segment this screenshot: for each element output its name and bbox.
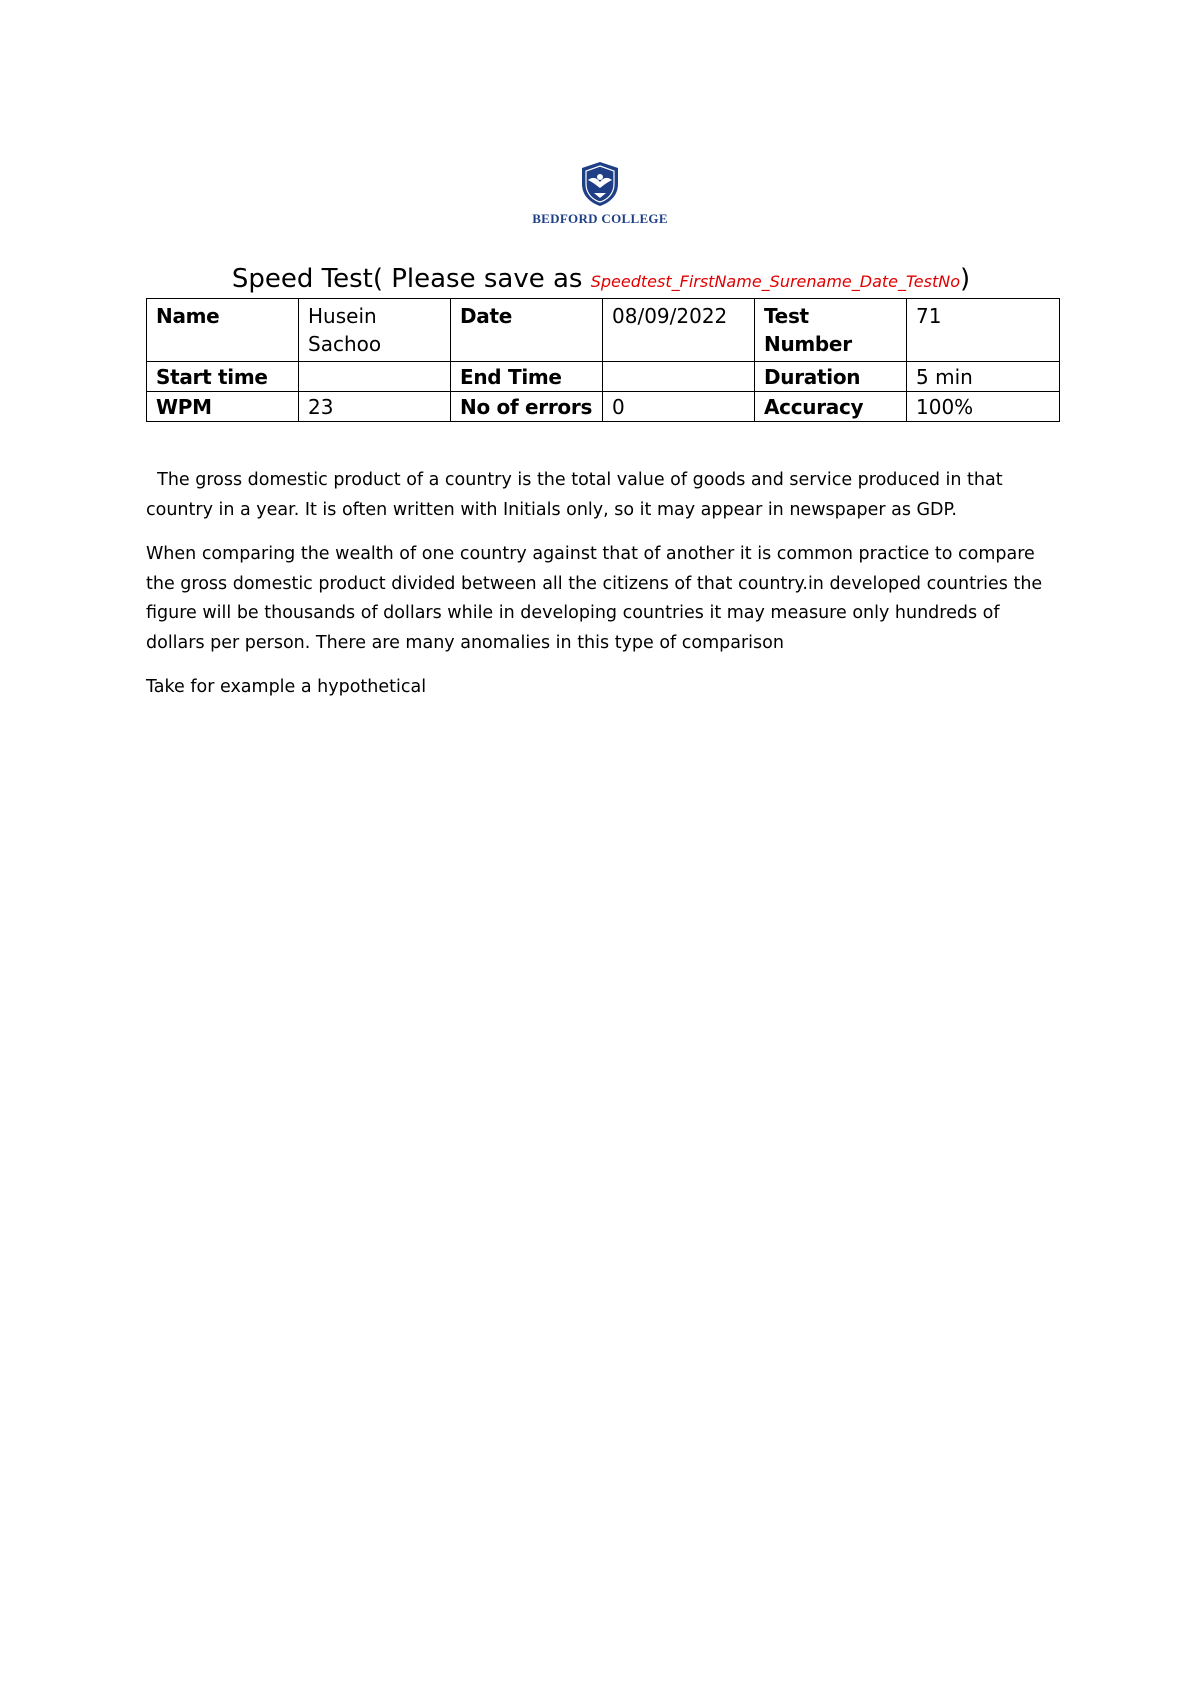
errors-value: 0 (603, 392, 755, 422)
paragraph: Take for example a hypothetical (146, 677, 427, 697)
duration-value: 5 min (907, 362, 1060, 392)
table-row (147, 362, 1060, 392)
end-time-label: End Time (451, 362, 603, 392)
college-logo (520, 160, 680, 227)
accuracy-label: Accuracy (755, 392, 907, 422)
date-label: Date (451, 299, 603, 362)
errors-label: No of errors (451, 392, 603, 422)
title-suffix: ) (960, 264, 971, 294)
name-value: Husein Sachoo (299, 299, 451, 362)
accuracy-value: 100% (907, 392, 1060, 422)
paragraph: The gross domestic product of a country is the total value of goods and service produced in that country in a year. It is often written with Initials only, so it may appear in newspaper as GDP. (146, 470, 1009, 520)
typed-text (146, 466, 1046, 718)
page-title (146, 262, 1056, 299)
duration-label: Duration (755, 362, 907, 392)
start-time-value (299, 362, 451, 392)
end-time-value (603, 362, 755, 392)
title-filename: Speedtest_FirstName_Surename_Date_TestNo (590, 272, 960, 291)
test-info-table (146, 298, 1060, 422)
wpm-label: WPM (147, 392, 299, 422)
college-name: BEDFORD COLLEGE (532, 211, 668, 226)
test-number-value: 71 (907, 299, 1060, 362)
crest-icon (578, 160, 622, 208)
table-row (147, 299, 1060, 362)
test-number-label: Test Number (755, 299, 907, 362)
title-prefix: Speed Test( Please save as (231, 264, 591, 294)
start-time-label: Start time (147, 362, 299, 392)
name-label: Name (147, 299, 299, 362)
paragraph: When comparing the wealth of one country against that of another it is common practice to compare the gross domestic product divided between all the citizens of that country.in developed countries the figure will be thousands of dollars while in developing countries it may measure only hundreds of dollars per person. There are many anomalies in this type of comparison (146, 544, 1043, 653)
wpm-value: 23 (299, 392, 451, 422)
date-value: 08/09/2022 (603, 299, 755, 362)
table-row (147, 392, 1060, 422)
